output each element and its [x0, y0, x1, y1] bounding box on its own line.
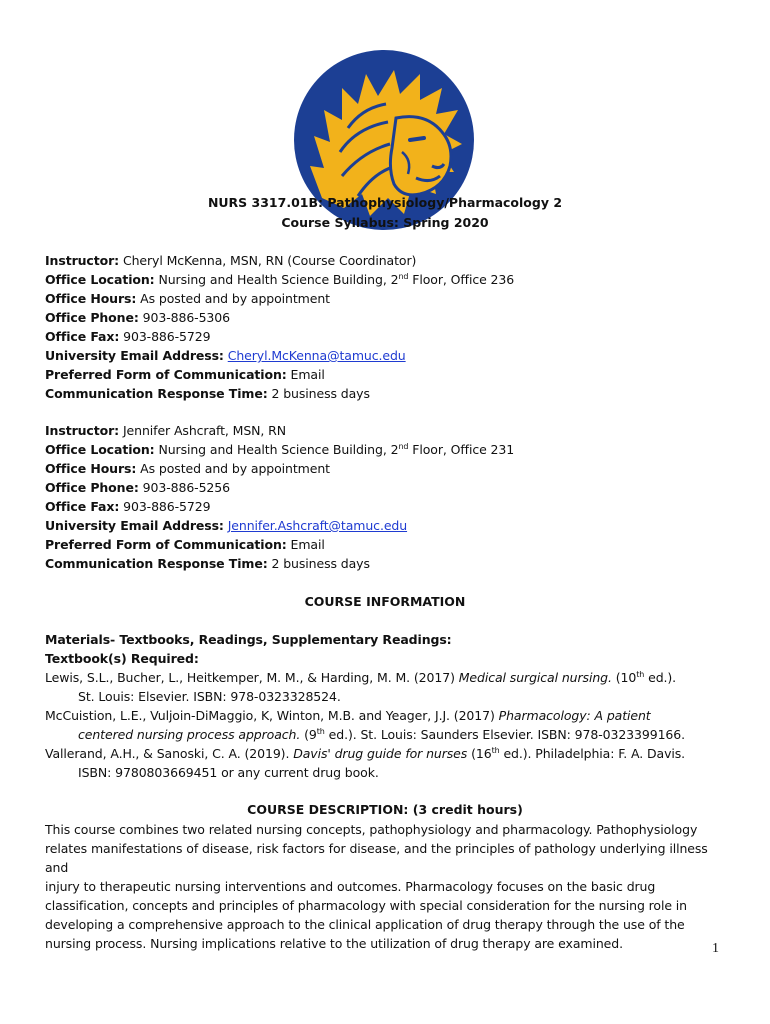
- superscript: th: [316, 727, 325, 736]
- field-label: Office Hours:: [45, 461, 137, 476]
- field-label: University Email Address:: [45, 348, 224, 363]
- office-hours-line: [45, 291, 330, 306]
- reference-publisher: ed.). St. Louis: Saunders Elsevier. ISBN: 978-0323399166.: [324, 727, 686, 742]
- office-location-line: [45, 272, 514, 287]
- superscript: th: [636, 670, 645, 679]
- field-label: Communication Response Time:: [45, 556, 268, 571]
- instructor-line: [45, 423, 286, 438]
- preferred-communication-line: [45, 537, 325, 552]
- response-time-line: [45, 556, 370, 571]
- reference-edition: (10: [611, 670, 637, 685]
- textbooks-heading: Textbook(s) Required:: [45, 651, 199, 666]
- field-value: Nursing and Health Science Building, 2: [158, 442, 399, 457]
- field-label: Office Fax:: [45, 499, 120, 514]
- reference-continuation: ISBN: 9780803669451 or any current drug book.: [78, 765, 379, 780]
- field-label: Office Location:: [45, 442, 155, 457]
- field-value: Floor, Office 231: [408, 442, 515, 457]
- page-number: 1: [712, 941, 719, 956]
- course-description-line: nursing process. Nursing implications relative to the utilization of drug therapy are examined.: [45, 936, 623, 951]
- reference-entry: [45, 746, 685, 761]
- field-value: 903-886-5306: [142, 310, 230, 325]
- reference-title: Pharmacology: A patient: [498, 708, 651, 723]
- response-time-line: [45, 386, 370, 401]
- superscript: nd: [398, 442, 409, 451]
- field-value: 903-886-5729: [123, 499, 211, 514]
- reference-title: Medical surgical nursing.: [458, 670, 612, 685]
- field-label: Instructor:: [45, 253, 120, 268]
- field-value: Floor, Office 236: [408, 272, 515, 287]
- preferred-communication-line: [45, 367, 325, 382]
- office-phone-line: [45, 480, 230, 495]
- email-link[interactable]: Jennifer.Ashcraft@tamuc.edu: [227, 518, 408, 533]
- field-label: Office Hours:: [45, 291, 137, 306]
- field-label: Instructor:: [45, 423, 120, 438]
- field-label: Office Fax:: [45, 329, 120, 344]
- reference-edition: (9: [300, 727, 317, 742]
- course-title: NURS 3317.01B: Pathophysiology/Pharmacology 2: [207, 195, 563, 210]
- course-information-heading: COURSE INFORMATION: [304, 594, 466, 609]
- email-line: [45, 518, 407, 533]
- field-label: Office Location:: [45, 272, 155, 287]
- field-value: Nursing and Health Science Building, 2: [158, 272, 399, 287]
- field-value: 903-886-5256: [142, 480, 230, 495]
- course-description-line: injury to therapeutic nursing interventions and outcomes. Pharmacology focuses on the basic drug: [45, 879, 656, 894]
- field-value: Email: [290, 537, 325, 552]
- office-fax-line: [45, 499, 210, 514]
- field-label: Communication Response Time:: [45, 386, 268, 401]
- office-location-line: [45, 442, 514, 457]
- reference-title: centered nursing process approach.: [78, 727, 301, 742]
- field-label: University Email Address:: [45, 518, 224, 533]
- field-value: As posted and by appointment: [140, 291, 330, 306]
- office-fax-line: [45, 329, 210, 344]
- field-value: Email: [290, 367, 325, 382]
- reference-title: Davis' drug guide for nurses: [293, 746, 468, 761]
- course-description-line: developing a comprehensive approach to the clinical application of drug therapy through the use of the: [45, 917, 685, 932]
- field-label: Office Phone:: [45, 480, 139, 495]
- materials-heading: Materials- Textbooks, Readings, Supplementary Readings:: [45, 632, 452, 647]
- course-description-line: classification, concepts and principles of pharmacology with special consideration for the nursing role in: [45, 898, 688, 913]
- syllabus-term: Course Syllabus: Spring 2020: [281, 215, 489, 230]
- reference-edition-suffix: ed.).: [644, 670, 677, 685]
- reference-continuation: St. Louis: Elsevier. ISBN: 978-0323328524.: [78, 689, 341, 704]
- office-hours-line: [45, 461, 330, 476]
- superscript: th: [491, 746, 500, 755]
- reference-authors: Vallerand, A.H., & Sanoski, C. A. (2019).: [45, 746, 294, 761]
- reference-continuation: [78, 727, 685, 742]
- course-description-line: This course combines two related nursing concepts, pathophysiology and pharmacology. Pathophysiology: [45, 822, 698, 837]
- reference-authors: McCuistion, L.E., Vuljoin-DiMaggio, K, Winton, M.B. and Yeager, J.J. (2017): [45, 708, 499, 723]
- reference-edition: (16: [467, 746, 492, 761]
- reference-publisher: ed.). Philadelphia: F. A. Davis.: [499, 746, 686, 761]
- course-description: [45, 820, 731, 953]
- field-label: Office Phone:: [45, 310, 139, 325]
- field-label: Preferred Form of Communication:: [45, 367, 287, 382]
- course-description-heading: COURSE DESCRIPTION: (3 credit hours): [247, 802, 523, 817]
- field-value: 2 business days: [271, 556, 370, 571]
- field-value: Cheryl McKenna, MSN, RN (Course Coordinator): [122, 253, 417, 268]
- field-value: 903-886-5729: [123, 329, 211, 344]
- email-line: [45, 348, 406, 363]
- field-value: Jennifer Ashcraft, MSN, RN: [122, 423, 286, 438]
- email-link[interactable]: Cheryl.McKenna@tamuc.edu: [227, 348, 406, 363]
- reference-authors: Lewis, S.L., Bucher, L., Heitkemper, M. M., & Harding, M. M. (2017): [45, 670, 459, 685]
- reference-entry: [45, 708, 651, 723]
- field-label: Preferred Form of Communication:: [45, 537, 287, 552]
- course-description-line: relates manifestations of disease, risk factors for disease, and the principles of pathology underlying illness and: [45, 841, 708, 875]
- office-phone-line: [45, 310, 230, 325]
- instructor-line: [45, 253, 416, 268]
- reference-entry: [45, 670, 676, 685]
- superscript: nd: [398, 272, 409, 281]
- field-value: 2 business days: [271, 386, 370, 401]
- field-value: As posted and by appointment: [140, 461, 330, 476]
